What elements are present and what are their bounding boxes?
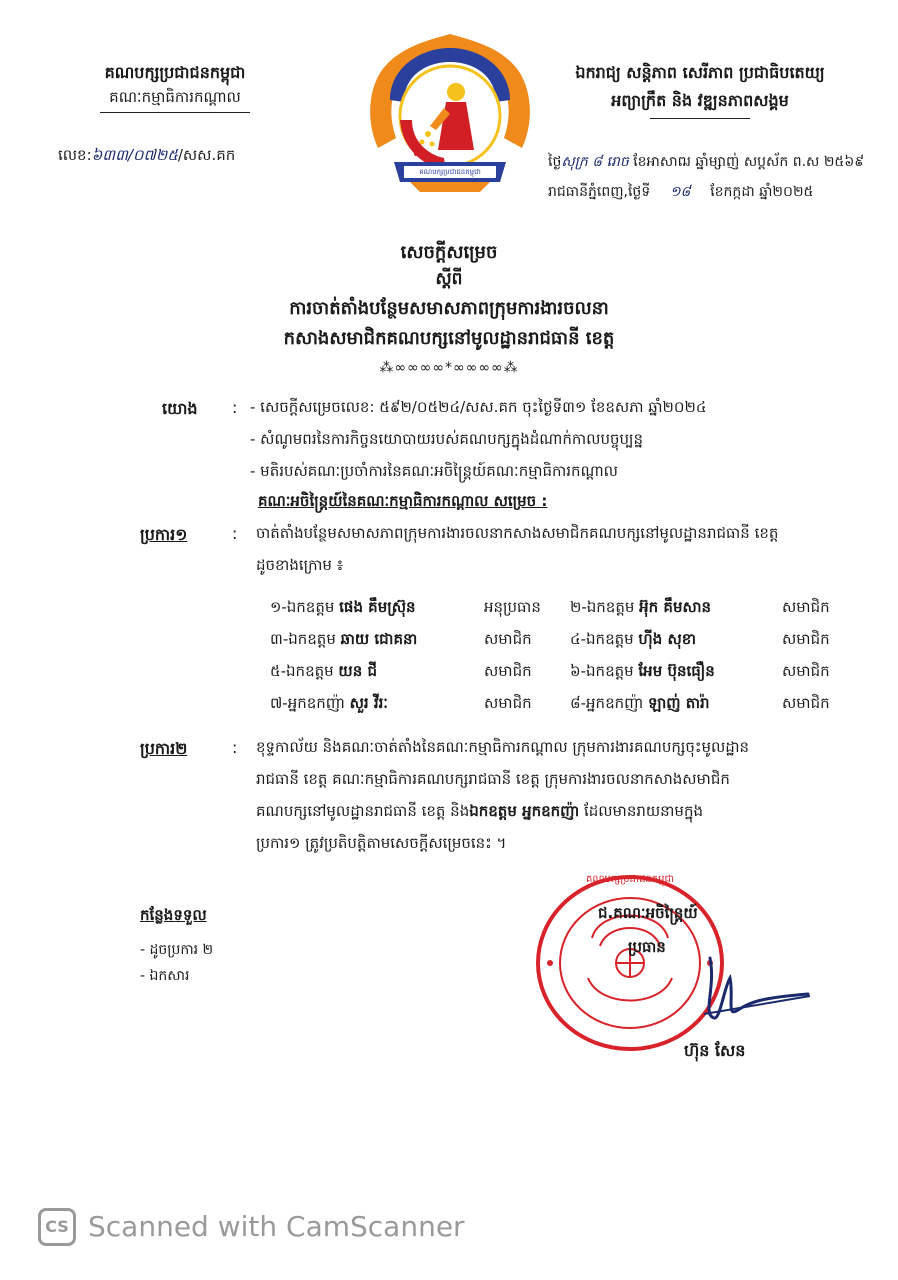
member-role: សមាជិក (782, 662, 830, 680)
article2-line3-a: គណបក្សនៅមូលដ្ឋានរាជធានី ខេត្ត និង (256, 802, 470, 820)
kingdom-line: ឯករាជ្យ សន្តិភាព សេរីភាព ប្រជាធិបតេយ្យ (575, 63, 825, 82)
recipient-item: - ដូចប្រការ ២ (140, 942, 214, 958)
camscanner-badge-text: CS (45, 1217, 69, 1236)
basis-item: - មតិរបស់គណៈប្រចាំការនៃគណៈអចិន្ត្រៃយ៍គណៈកម្មាធិការកណ្តាល (250, 462, 618, 480)
camscanner-watermark-text: Scanned with CamScanner (88, 1210, 465, 1243)
recipients-title: កន្លែងទទួល (140, 906, 207, 924)
lunar-date (548, 152, 864, 173)
basis-item: - សេចក្តីសម្រេចលេខ: ៥៩២/០៥២៤/សស.គក ចុះថ្ងៃទី៣១ ខែឧសភា ឆ្នាំ២០២៤ (250, 398, 707, 416)
member-role: អនុប្រធាន (484, 598, 541, 616)
member-role: សមាជិក (782, 694, 830, 712)
number-handwritten: ៦៣៣/០៧២៥ (91, 146, 178, 164)
title-decision: សេចក្តីសម្រេច (400, 242, 498, 263)
signatory-name: ហ៊ុន សែន (684, 1041, 746, 1060)
article2-line4: ប្រការ១ ត្រូវប្រតិបត្តិតាមសេចក្តីសម្រេចនេះ ។ (256, 834, 507, 852)
camscanner-badge (38, 1208, 76, 1246)
basis-colon: : (232, 398, 238, 417)
member-item: ៥-ឯកឧត្តម យន ជី (270, 662, 377, 680)
handwritten-signature (680, 948, 840, 1028)
member-item: ៦-ឯកឧត្តម អែម ប៊ុនធឿន (570, 662, 715, 680)
article1-colon: : (232, 524, 238, 543)
lunar-prefix: ថ្ងៃ (548, 154, 562, 170)
party-name: គណបក្សប្រជាជនកម្ពុជា (104, 63, 246, 82)
member-item: ៨-អ្នកឧកញ៉ា ឡាញ់ តារ៉ា (570, 694, 710, 712)
signature-position: ប្រធាន (628, 938, 666, 956)
seal-ring-text: គណបក្សប្រជាជនកម្ពុជា (586, 874, 674, 885)
basis-item: - សំណូមពរនៃការកិច្ចនយោបាយរបស់គណបក្សក្នុងដំណាក់កាលបច្ចុប្បន្ន (250, 430, 644, 448)
header-right-rule (650, 118, 750, 119)
article2-line3-c: ដែលមានរាយនាមក្នុង (579, 802, 703, 820)
member-item: ៤-ឯកឧត្តម ហ៊ីង សុខា (570, 630, 697, 648)
title-subject-line1: ការចាត់តាំងបន្ថែមសមាសភាពក្រុមការងារចលនា (289, 298, 609, 319)
decision-statement: គណៈអចិន្ត្រៃយ៍នៃគណៈកម្មាធិការកណ្តាល សម្រេច : (258, 492, 548, 510)
document-number (58, 146, 235, 168)
title-about: ស្តីពី (435, 269, 463, 289)
member-role: សមាជិក (484, 630, 532, 648)
member-role: សមាជិក (484, 662, 532, 680)
article2-line1: ខុទ្ទកាល័យ និងគណៈចាត់តាំងនៃគណៈកម្មាធិការកណ្តាល ក្រុមការងារគណបក្សចុះមូលដ្ឋាន (256, 738, 750, 756)
header-left-rule (100, 112, 250, 113)
member-item: ១-ឯកឧត្តម ផេង គឹមស្រ៊ុន (270, 598, 416, 616)
member-item: ៣-ឯកឧត្តម ឆាយ ជោគនា (270, 630, 418, 648)
date-prefix: រាជធានីភ្នំពេញ,ថ្ងៃទី (548, 184, 651, 200)
committee-name: គណៈកម្មាធិការកណ្តាល (109, 88, 241, 106)
party-logo (360, 30, 540, 195)
number-suffix: /សស.គក (177, 146, 236, 164)
member-item: ២-ឯកឧត្តម អ៊ុក គឹមសាន (570, 598, 712, 616)
date-suffix: ខែកក្កដា ឆ្នាំ២០២៥ (710, 184, 814, 200)
date-handwritten: ១៨ (669, 184, 691, 200)
solar-date (548, 182, 813, 203)
article1-text-line1: ចាត់តាំងបន្ថែមសមាសភាពក្រុមការងារចលនាកសាងសមាជិកគណបក្សនៅមូលដ្ឋានរាជធានី ខេត្ត (256, 524, 779, 542)
member-item: ៧-អ្នកឧកញ៉ា សួរ វីរៈ (270, 694, 389, 712)
lunar-suffix: ខែអាសាឍ ឆ្នាំម្សាញ់ សប្តស័ក ព.ស ២៥៦៩ (633, 154, 865, 170)
article1-label: ប្រការ១ (140, 525, 188, 544)
basis-label: យោង (162, 399, 198, 418)
member-role: សមាជិក (484, 694, 532, 712)
lunar-handwritten: សុក្រ ៨ រោច (561, 154, 629, 170)
article2-label: ប្រការ២ (140, 739, 188, 758)
member-role: សមាជិក (782, 598, 830, 616)
recipient-item: - ឯកសារ (140, 968, 190, 984)
article2-colon: : (232, 738, 238, 757)
title-ornament: ⁂∞∞∞∞*∞∞∞∞⁂ (379, 360, 519, 376)
article2-line3 (256, 802, 703, 824)
member-role: សមាជិក (782, 630, 830, 648)
signature-on-behalf: ជ.គណៈអចិន្ត្រៃយ៍ (598, 904, 698, 922)
number-prefix: លេខ: (58, 146, 92, 164)
kingdom-motto: អព្យាក្រឹត និង វឌ្ឍនភាពសង្គម (611, 91, 789, 110)
article1-text-line2: ដូចខាងក្រោម ៖ (256, 556, 344, 574)
logo-banner-text: គណបក្សប្រជាជនកម្ពុជា (419, 168, 481, 176)
title-subject-line2: កសាងសមាជិកគណបក្សនៅមូលដ្ឋានរាជធានី ខេត្ត (283, 328, 615, 349)
article2-line3-bold: ឯកឧត្តម អ្នកឧកញ៉ា (469, 802, 580, 820)
article2-line2: រាជធានី ខេត្ត គណៈកម្មាធិការគណបក្សរាជធានី ខេត្ត ក្រុមការងារចលនាកសាងសមាជិក (256, 770, 730, 788)
